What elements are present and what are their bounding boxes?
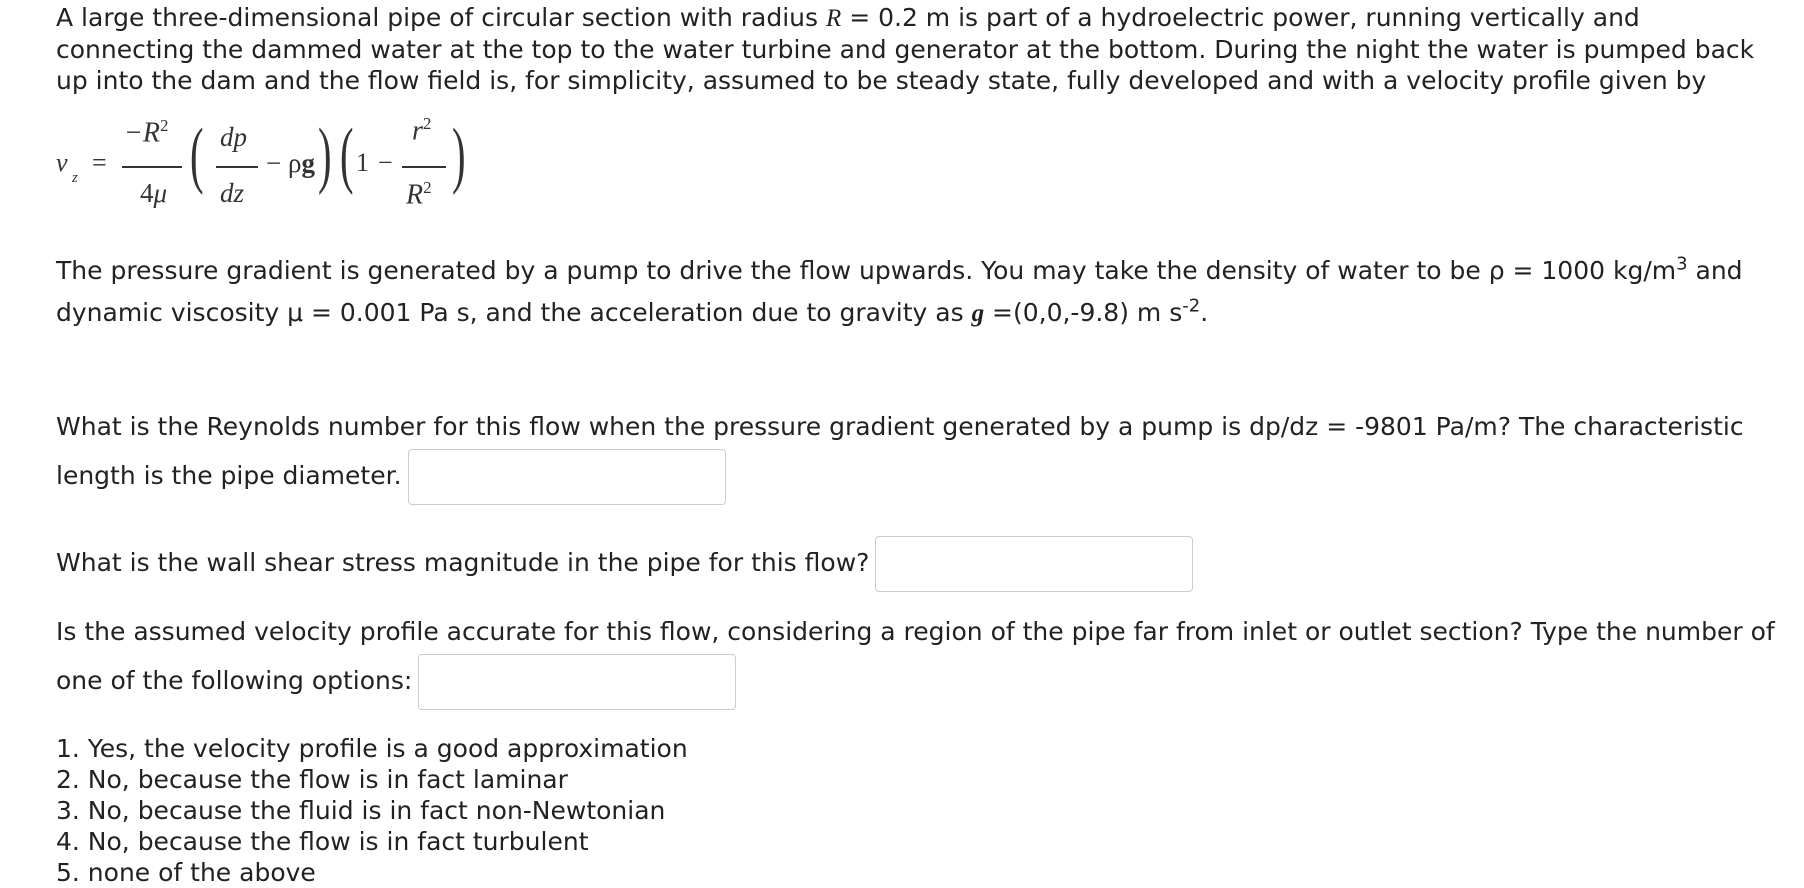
intro-text-part1: A large three-dimensional pipe of circular section with radius [56, 3, 826, 32]
eq-numerator-radius-symbol: −R [124, 117, 160, 149]
eq-one: 1 [356, 148, 369, 177]
option-item: 4. No, because the flow is in fact turbulent [56, 827, 589, 856]
eq-right-paren-2: ) [452, 114, 466, 196]
eq-dz: dz [220, 178, 245, 208]
option-item: 3. No, because the fluid is in fact non-Newtonian [56, 796, 666, 825]
eq-velocity-subscript: z [72, 170, 78, 186]
eq-denominator-viscosity [140, 178, 167, 209]
eq-minus: − [378, 148, 393, 177]
properties-text-part4: . [1200, 298, 1209, 327]
eq-r-squared [412, 114, 431, 147]
question-shear-stress [56, 536, 1193, 592]
eq-rho-g-term [266, 148, 315, 179]
option-item: 5. none of the above [56, 858, 316, 887]
eq-r-exponent: 2 [422, 114, 432, 133]
eq-velocity-symbol: v [56, 148, 68, 177]
radius-symbol: R [825, 5, 842, 32]
gravity-exponent: -2 [1182, 295, 1201, 317]
eq-fraction-bar-3 [402, 166, 446, 168]
option-item: 2. No, because the flow is in fact laminar [56, 765, 568, 794]
eq-gravity-vector: g [301, 148, 315, 178]
question-reynolds [56, 405, 1796, 505]
eq-R-symbol: R [406, 179, 424, 211]
question-profile-accuracy [56, 610, 1796, 710]
question-shear-stress-text: What is the wall shear stress magnitude in the pipe for this flow? [56, 548, 870, 577]
properties-text-part2: and dynamic viscosity μ = 0.001 Pa s, and the acceleration due to gravity as [56, 256, 1743, 327]
eq-denominator-coefficient: 4 [140, 178, 154, 208]
eq-left-paren-2: ( [340, 114, 354, 196]
option-item: 1. Yes, the velocity profile is a good approximation [56, 734, 688, 763]
eq-denominator-mu: μ [153, 178, 168, 208]
eq-r-symbol: r [412, 115, 423, 147]
eq-R-squared [406, 178, 432, 211]
properties-text-part3: =(0,0,-9.8) m s [984, 298, 1183, 327]
gravity-symbol: g [971, 300, 985, 327]
density-exponent: 3 [1676, 253, 1688, 275]
eq-equals-sign: = [92, 148, 107, 177]
eq-minus-rho: − ρ [266, 148, 302, 178]
velocity-profile-equation [56, 108, 556, 228]
eq-R-exponent: 2 [423, 178, 432, 197]
question-profile-accuracy-text: Is the assumed velocity profile accurate for this flow, considering a region of the pipe far from inlet or outlet section? Type the number of one of the following options: [56, 617, 1775, 695]
profile-option-input[interactable] [418, 654, 736, 710]
properties-text-part1: The pressure gradient is generated by a pump to drive the flow upwards. You may take the density of water to be ρ = 1000 kg/m [56, 256, 1677, 285]
reynolds-number-input[interactable] [408, 449, 726, 505]
eq-fraction-bar-1 [122, 166, 182, 168]
intro-text-part2: = 0.2 m is part of a hydroelectric power, running vertically and connecting the dammed water at the top to the water turbine and generator at the bottom. During the night the water is pumped back up into the dam and the flow field is, for simplicity, assumed to be steady state, fully developed and with a velocity profile given by [56, 3, 1755, 95]
eq-fraction-bar-2 [216, 166, 258, 168]
properties-paragraph [56, 250, 1796, 335]
answer-options-list [56, 733, 688, 888]
eq-numerator-exponent: 2 [160, 116, 169, 135]
eq-right-paren-1: ) [318, 114, 332, 196]
wall-shear-stress-input[interactable] [875, 536, 1193, 592]
eq-left-paren-1: ( [190, 114, 204, 196]
eq-dp: dp [220, 122, 247, 152]
problem-intro [56, 2, 1786, 96]
eq-numerator-radius [124, 116, 169, 149]
question-reynolds-text: What is the Reynolds number for this flow when the pressure gradient generated by a pump is dp/dz = -9801 Pa/m? The characteristic length is the pipe diameter. [56, 412, 1744, 490]
